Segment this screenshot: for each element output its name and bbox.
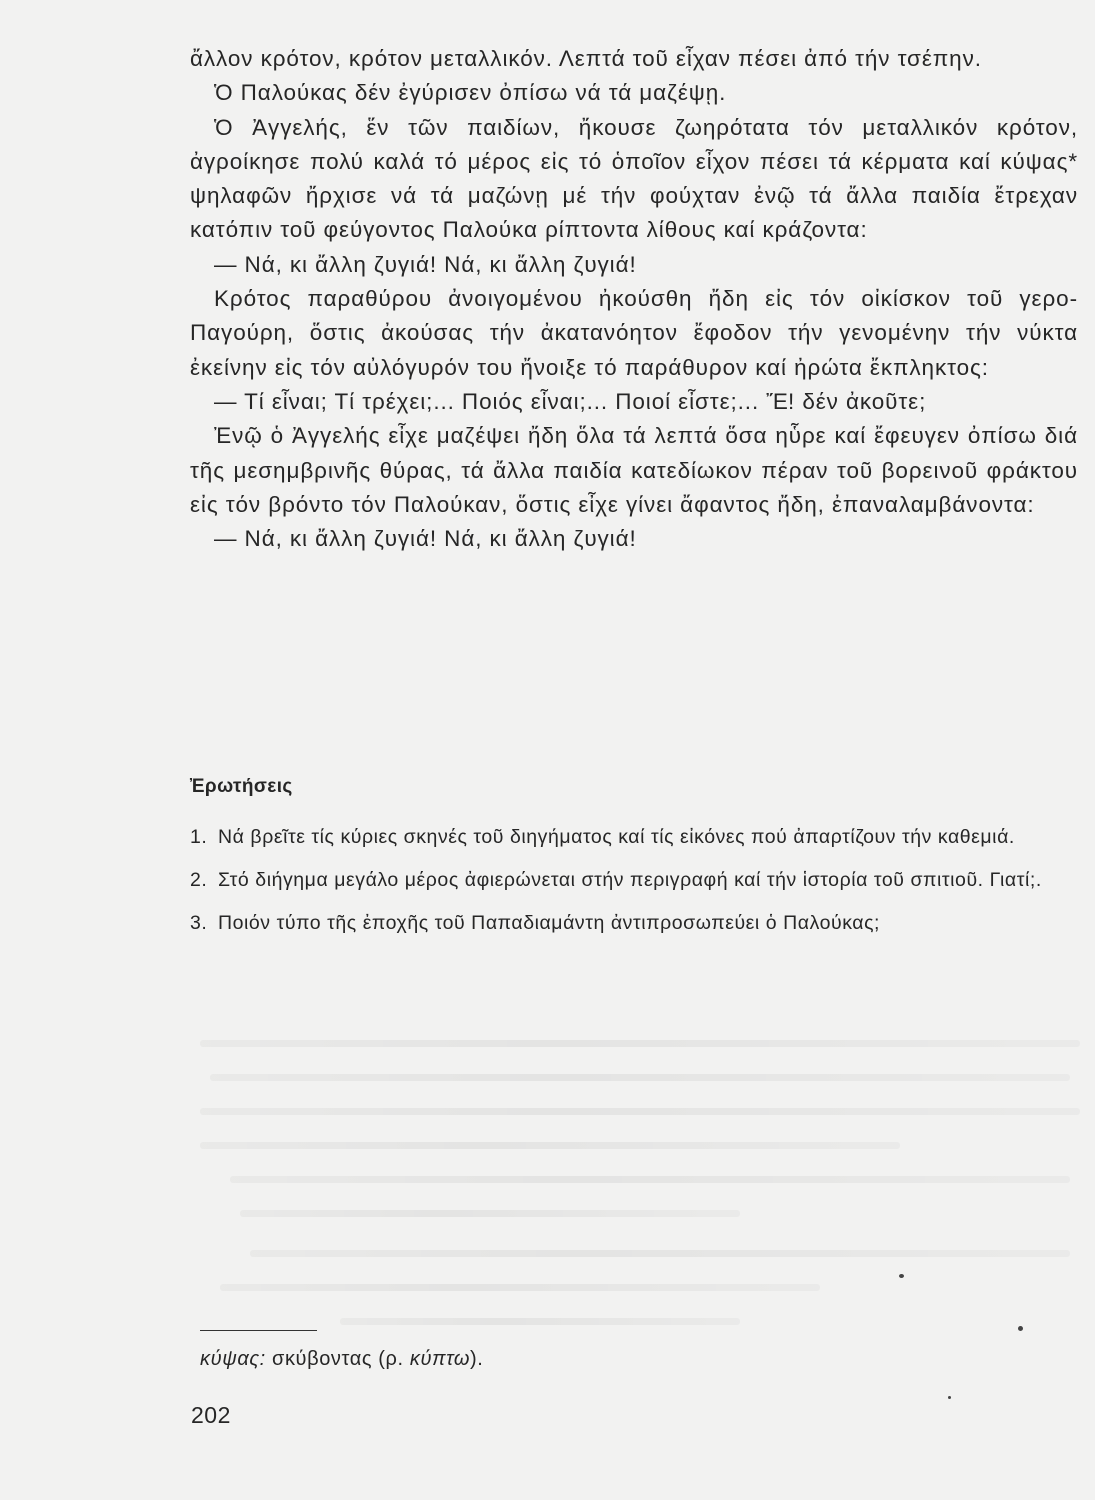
questions-list	[190, 822, 1078, 951]
story-text	[190, 42, 1078, 556]
paragraph: Ὁ Παλούκας δέν ἐγύρισεν ὀπίσω νά τά μαζέψῃ.	[214, 80, 727, 106]
question-item	[190, 822, 1078, 853]
paragraph: Ὁ Ἀγγελής, ἕν τῶν παιδίων, ἤκουσε ζωηρότατα τόν μεταλλικόν κρότον, ἀγροίκησε πολύ καλά τό μέρος εἰς τό ὁποῖον εἶχον πέσει τά κέρματα καί κύψας* ψηλαφῶν ἤρχισε νά τά μαζώνῃ μέ τήν φούχταν ἐνῷ τά ἄλλα παιδία ἔτρεχαν κατόπιν τοῦ φεύγοντος Παλούκα ρίπτοντα λίθους καί κράζοντα:	[190, 114, 1078, 243]
dialogue-line: — Νά, κι ἄλλη ζυγιά! Νά, κι ἄλλη ζυγιά!	[214, 251, 637, 277]
page-number: 202	[191, 1402, 231, 1428]
question-number: 1.	[190, 826, 208, 848]
paragraph: Ἐνῷ ὁ Ἀγγελής εἶχε μαζέψει ἤδη ὅλα τά λεπτά ὅσα ηὗρε καί ἔφευγεν ὀπίσω διά τῆς μεσημβρινῆς θύρας, τά ἄλλα παιδία κατεδίωκον πέραν τοῦ βορεινοῦ φράκτου εἰς τόν βρόντο τόν Παλούκαν, ὅστις εἶχε γίνει ἄφαντος ἤδη, ἐπαναλαμβάνοντα:	[190, 423, 1078, 517]
question-text: Στό διήγημα μεγάλο μέρος ἀφιερώνεται στήν περιγραφή καί τήν ἱστορία τοῦ σπιτιοῦ. Γιατί;.	[218, 869, 1042, 891]
dialogue-line: — Τί εἶναι; Τί τρέχει;... Ποιός εἶναι;... Ποιοί εἶστε;... Ἔ! δέν ἀκοῦτε;	[214, 388, 927, 414]
paragraph: ἄλλον κρότον, κρότον μεταλλικόν. Λεπτά τοῦ εἶχαν πέσει ἀπό τήν τσέπην.	[190, 46, 982, 71]
footnote	[200, 1348, 483, 1371]
footnote-term: κύψας:	[200, 1348, 266, 1370]
question-item	[190, 865, 1078, 896]
question-number: 2.	[190, 869, 208, 891]
question-number: 3.	[190, 912, 208, 934]
question-text: Νά βρεῖτε τίς κύριες σκηνές τοῦ διηγήματος καί τίς εἰκόνες πού ἀπαρτίζουν τήν καθεμιά.	[218, 826, 1015, 848]
footnote-verb: κύπτω	[409, 1348, 471, 1370]
paragraph: Κρότος παραθύρου ἀνοιγομένου ἠκούσθη ἤδη εἰς τόν οἰκίσκον τοῦ γερο-Παγούρη, ὅστις ἀκούσας τήν ἀκατανόητον ἔφοδον τήν γενομένην τήν νύκτα ἐκείνην εἰς τόν αὐλόγυρόν του ἤνοιξε τό παράθυρον καί ἠρώτα ἔκπληκτος:	[190, 286, 1078, 380]
dialogue-line: — Νά, κι ἄλλη ζυγιά! Νά, κι ἄλλη ζυγιά!	[214, 526, 637, 552]
dust-speck	[1018, 1326, 1023, 1331]
footnote-divider	[200, 1330, 317, 1331]
footnote-close: ).	[470, 1348, 484, 1370]
dust-speck	[899, 1274, 904, 1278]
dust-speck	[948, 1396, 951, 1399]
question-item	[190, 908, 1078, 939]
footnote-gloss: σκύβοντας (ρ.	[272, 1348, 404, 1370]
question-text: Ποιόν τύπο τῆς ἐποχῆς τοῦ Παπαδιαμάντη ἀντιπροσωπεύει ὁ Παλούκας;	[218, 912, 880, 934]
questions-heading: Ἐρωτήσεις	[190, 776, 293, 797]
